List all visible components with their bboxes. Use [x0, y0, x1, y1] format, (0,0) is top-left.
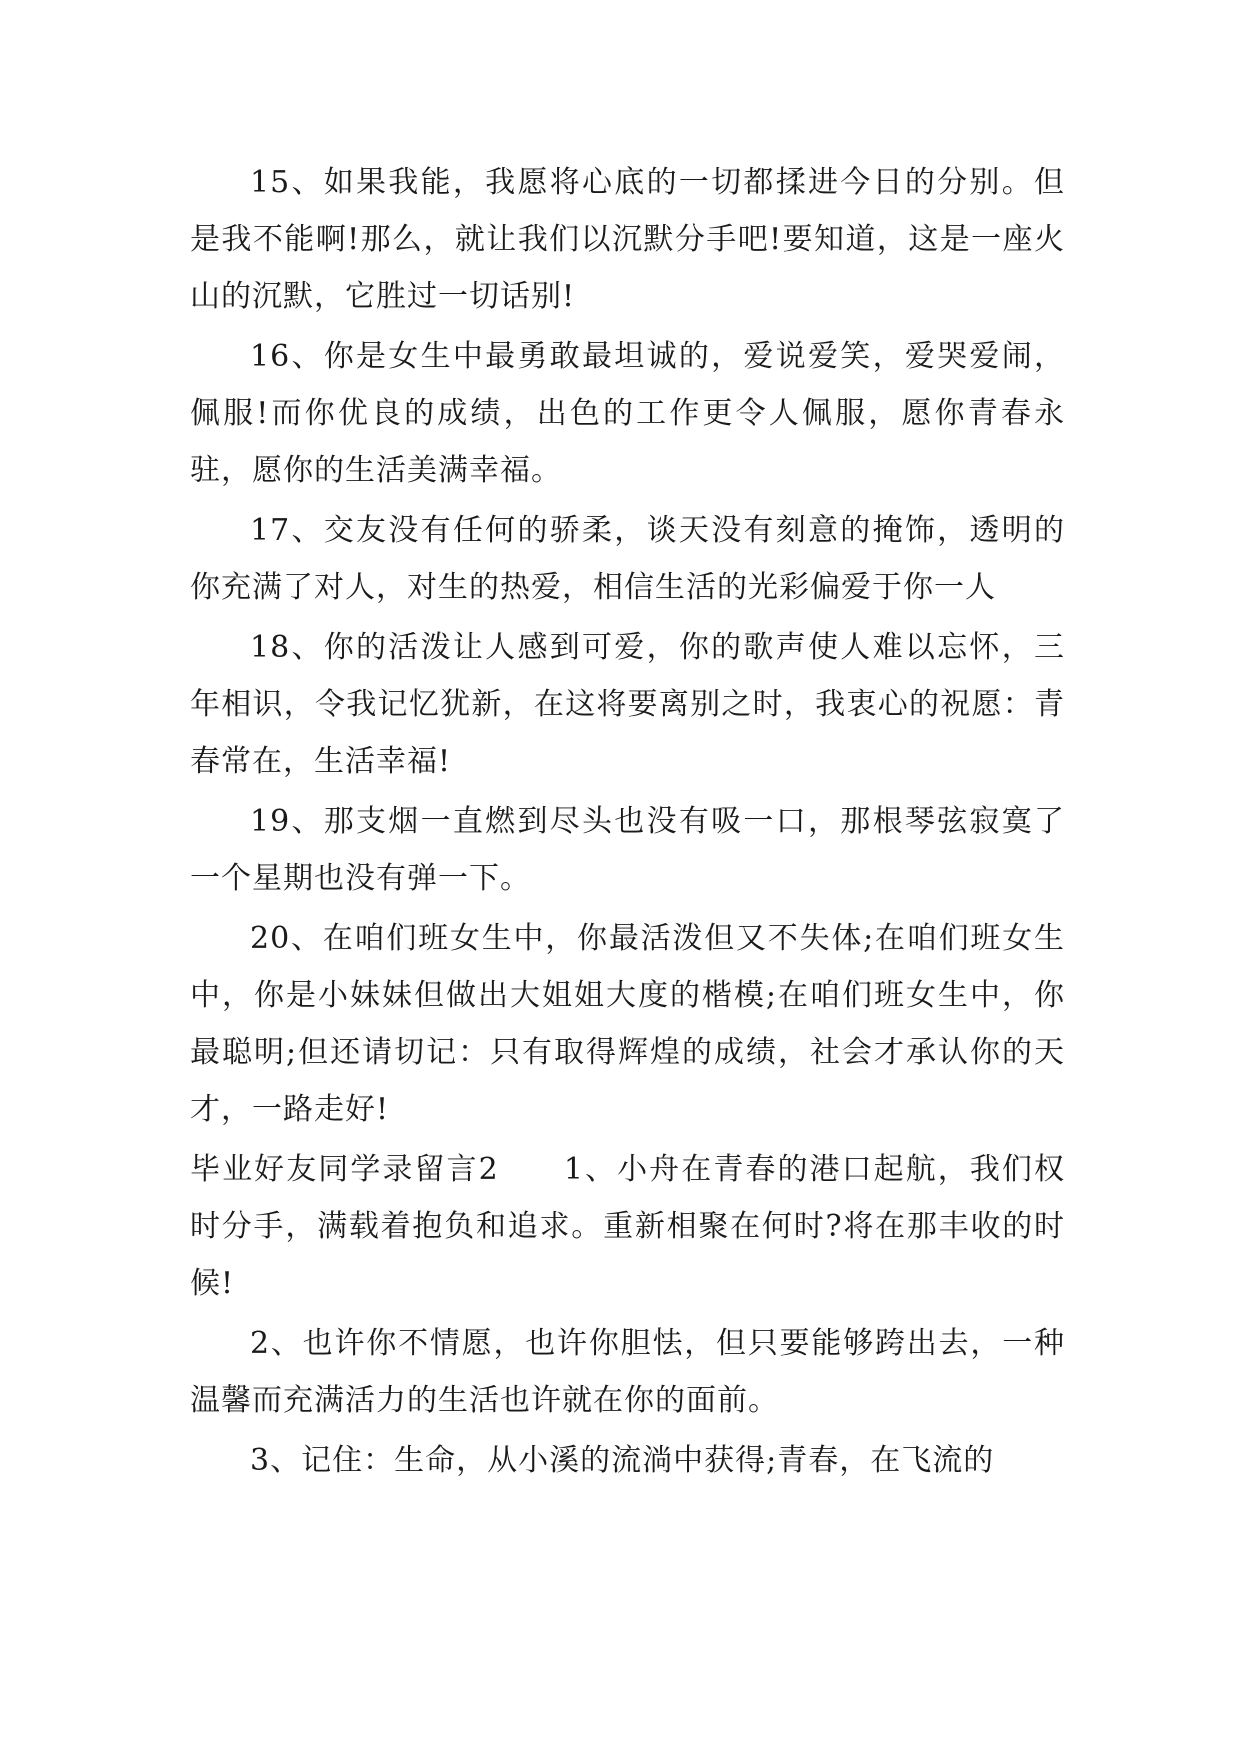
paragraph-19: 19、那支烟一直燃到尽头也没有吸一口，那根琴弦寂寞了一个星期也没有弹一下。	[190, 804, 1065, 896]
paragraph-17: 17、交友没有任何的骄柔，谈天没有刻意的掩饰，透明的你充满了对人，对生的热爱，相信生活的光彩偏爱于你一人	[190, 513, 1065, 605]
paragraph-16: 16、你是女生中最勇敢最坦诚的，爱说爱笑，爱哭爱闹，佩服!而你优良的成绩，出色的工作更令人佩服，愿你青春永驻，愿你的生活美满幸福。	[190, 339, 1065, 488]
paragraph-20: 20、在咱们班女生中，你最活泼但又不失体;在咱们班女生中，你是小妹妹但做出大姐姐大度的楷模;在咱们班女生中，你最聪明;但还请切记：只有取得辉煌的成绩，社会才承认你的天才，一路走好!	[190, 921, 1065, 1127]
paragraph-15: 15、如果我能，我愿将心底的一切都揉进今日的分别。但是我不能啊!那么，就让我们以沉默分手吧!要知道，这是一座火山的沉默，它胜过一切话别!	[190, 165, 1065, 314]
document-body	[190, 154, 1065, 1492]
section-heading-paragraph: 毕业好友同学录留言2 1、小舟在青春的港口起航，我们权时分手，满载着抱负和追求。重新相聚在何时?将在那丰收的时候!	[190, 1152, 1065, 1301]
paragraph-18: 18、你的活泼让人感到可爱，你的歌声使人难以忘怀，三年相识，令我记忆犹新，在这将要离别之时，我衷心的祝愿：青春常在，生活幸福!	[190, 630, 1065, 779]
paragraph-3: 3、记住：生命，从小溪的流淌中获得;青春，在飞流的	[250, 1443, 995, 1478]
paragraph-2: 2、也许你不情愿，也许你胆怯，但只要能够跨出去，一种温馨而充满活力的生活也许就在你的面前。	[190, 1326, 1065, 1418]
